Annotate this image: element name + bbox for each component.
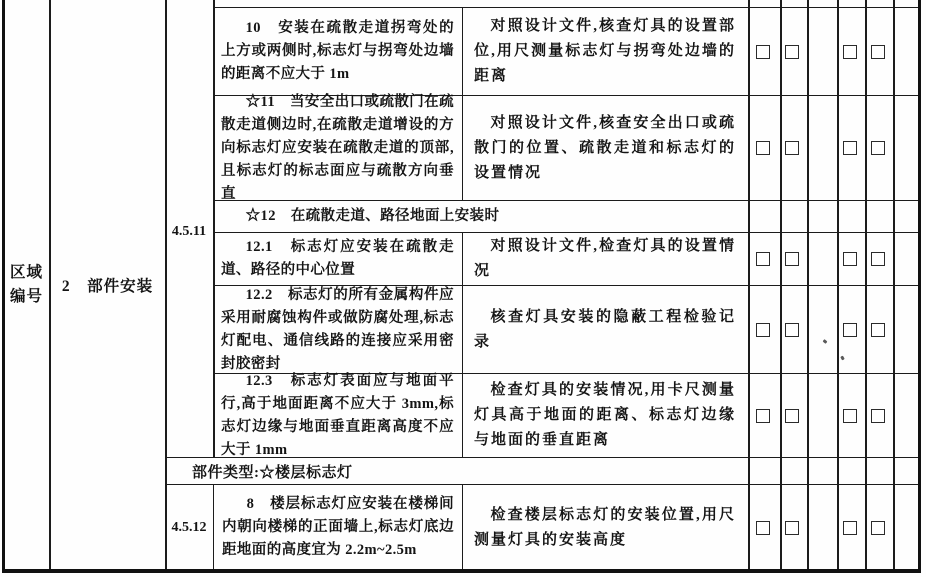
- requirement-cell: [213, 485, 462, 570]
- requirement-cell: [213, 201, 748, 232]
- inspection-checkbox[interactable]: [843, 323, 857, 337]
- inspection-checkbox[interactable]: [785, 323, 799, 337]
- method-text: 检查灯具的安装情况,用卡尺测量灯具高于地面的距离、标志灯边缘与地面的垂直距离: [474, 382, 736, 448]
- component-install-label: 2 部件安装: [61, 278, 154, 295]
- inspection-checkbox[interactable]: [785, 409, 799, 423]
- requirement-cell: [213, 286, 462, 373]
- requirement-text: 12.3 标志灯表面应与地面平行,高于地面距离不应大于 3mm,标志灯边缘与地面垂直距离高度不应大于 1mm: [221, 372, 454, 458]
- grid-line: [165, 0, 167, 571]
- requirement-text: 8 楼层标志灯应安装在楼梯间内朝向楼梯的正面墙上,标志灯底边距地面的高度宜为 2.2m~2.5m: [222, 496, 454, 558]
- grid-line: [780, 0, 782, 571]
- table-row-item121: [213, 232, 918, 285]
- method-cell: [462, 286, 748, 373]
- requirement-text: 12.1 标志灯应安装在疏散走道、路径的中心位置: [221, 239, 454, 278]
- area-number-cell: [4, 0, 49, 570]
- method-cell: [462, 96, 748, 200]
- inspection-checkbox[interactable]: [843, 409, 857, 423]
- method-cell: [462, 374, 748, 457]
- table-row-item8: [165, 484, 918, 570]
- inspection-checkbox[interactable]: [871, 45, 885, 59]
- table-row-item11: [213, 95, 918, 200]
- method-text: 检查楼层标志灯的安装位置,用尺测量灯具的安装高度: [474, 506, 736, 548]
- requirement-cell: [213, 8, 462, 95]
- method-text: 核查灯具安装的隐蔽工程检验记录: [474, 308, 736, 350]
- table-row-item122: [213, 285, 918, 373]
- table-row-item12-header: [213, 200, 918, 232]
- inspection-checkbox[interactable]: [843, 252, 857, 266]
- inspection-checkbox[interactable]: [785, 141, 799, 155]
- requirement-cell: [213, 93, 462, 202]
- inspection-checkbox[interactable]: [871, 141, 885, 155]
- requirement-text: ☆11 当安全出口或疏散门在疏散走道侧边时,在疏散走道增设的方向标志灯应安装在疏散走道的顶部,且标志灯的标志面应与疏散方向垂直: [221, 93, 454, 202]
- component-install-cell: [50, 0, 165, 570]
- method-text: 对照设计文件,核查灯具的设置部位,用尺测量标志灯与拐弯处边墙的距离: [474, 18, 736, 84]
- table-border-left: [2, 0, 5, 573]
- inspection-checkbox[interactable]: [756, 45, 770, 59]
- requirement-cell: [213, 374, 462, 457]
- grid-line: [49, 0, 51, 571]
- section-header-label: 部件类型:☆楼层标志灯: [192, 464, 353, 481]
- inspection-checkbox[interactable]: [756, 521, 770, 535]
- table-row-item10: [213, 7, 918, 95]
- area-label-line2: 编号: [9, 288, 43, 305]
- inspection-checkbox[interactable]: [871, 521, 885, 535]
- method-text: 对照设计文件,检查灯具的设置情况: [474, 238, 736, 279]
- inspection-checkbox[interactable]: [785, 521, 799, 535]
- inspection-checkbox[interactable]: [843, 45, 857, 59]
- method-text: 对照设计文件,核查安全出口或疏散门的位置、疏散走道和标志灯的设置情况: [474, 114, 736, 181]
- inspection-checkbox[interactable]: [871, 409, 885, 423]
- inspection-checkbox[interactable]: [785, 45, 799, 59]
- method-cell: [462, 8, 748, 95]
- grid-line: [865, 0, 867, 571]
- clause-code-4511: 4.5.11: [171, 224, 207, 239]
- table-border-right: [918, 0, 921, 573]
- table-row-item123: [213, 373, 918, 457]
- requirement-text: 12.2 标志灯的所有金属构件应采用耐腐蚀构件或做防腐处理,标志灯配电、通信线路的连接应采用密封胶密封: [221, 286, 454, 372]
- section-header-row: [165, 457, 918, 484]
- inspection-checkbox[interactable]: [843, 141, 857, 155]
- grid-line: [893, 0, 895, 571]
- area-label-line1: 区域: [9, 264, 43, 281]
- inspection-checkbox[interactable]: [756, 323, 770, 337]
- requirement-cell: [213, 233, 462, 285]
- inspection-checkbox[interactable]: [871, 323, 885, 337]
- inspection-checkbox[interactable]: [785, 252, 799, 266]
- requirement-text: ☆12 在疏散走道、路径地面上安装时: [245, 208, 500, 224]
- table-border-bottom: [2, 569, 921, 573]
- grid-line: [837, 0, 839, 571]
- clause-code-4512: 4.5.12: [171, 519, 207, 535]
- inspection-checkbox[interactable]: [871, 252, 885, 266]
- inspection-checkbox[interactable]: [843, 521, 857, 535]
- method-cell: [462, 233, 748, 285]
- requirement-text: 10 安装在疏散走道拐弯处的上方或两侧时,标志灯与拐弯处边墙的距离不应大于 1m: [221, 20, 454, 82]
- grid-line: [213, 0, 215, 457]
- inspection-checkbox[interactable]: [756, 252, 770, 266]
- inspection-checkbox[interactable]: [756, 409, 770, 423]
- grid-line: [748, 0, 750, 571]
- method-cell: [462, 485, 748, 570]
- grid-line: [807, 0, 809, 571]
- inspection-checkbox[interactable]: [756, 141, 770, 155]
